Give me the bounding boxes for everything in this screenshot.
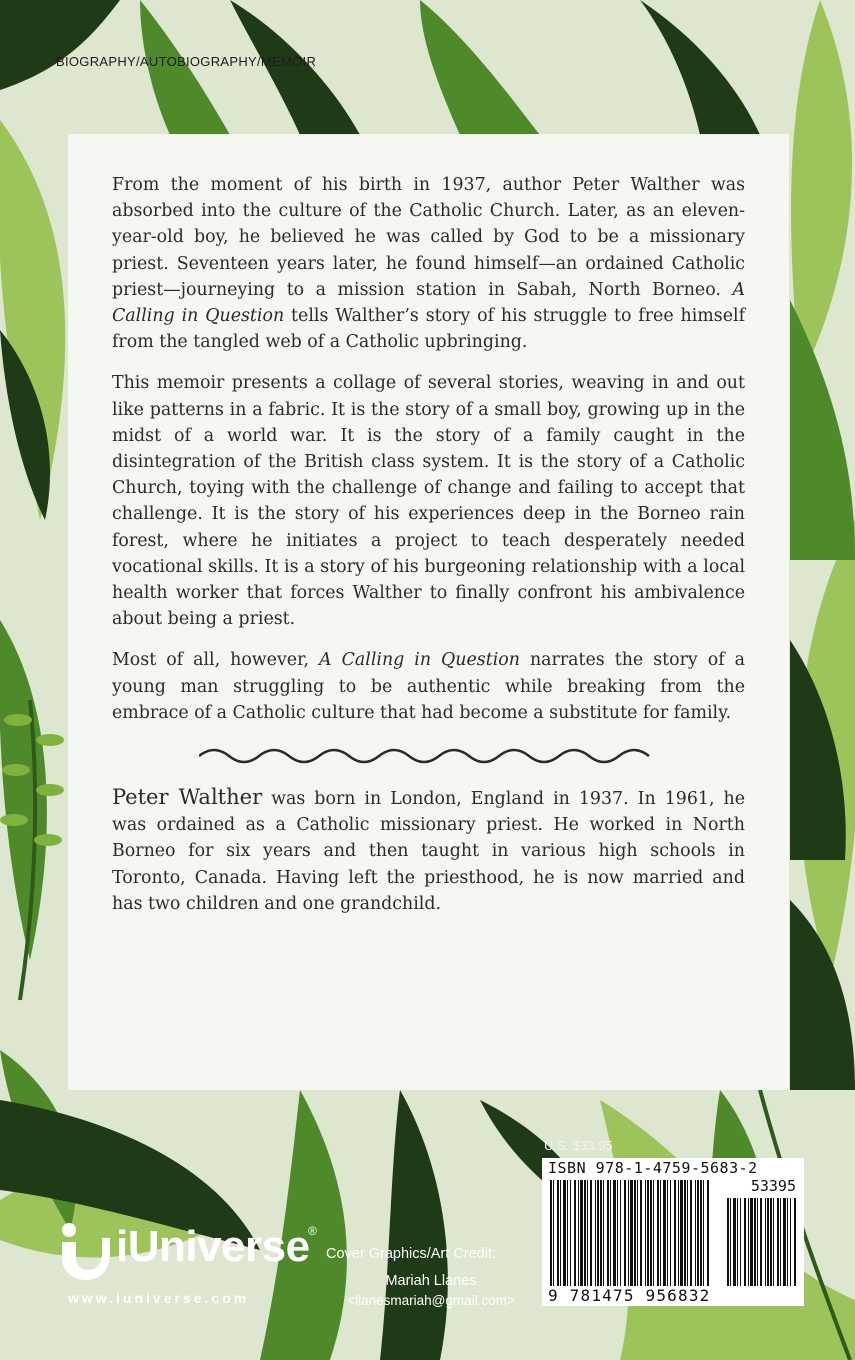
barcode-bar	[740, 1198, 741, 1286]
publisher-name: iUniverse	[116, 1222, 310, 1271]
barcode-bar	[695, 1180, 696, 1286]
book-title-italic: A Calling in Question	[319, 650, 520, 671]
barcode-bar	[667, 1180, 668, 1286]
registered-mark: ®	[308, 1224, 317, 1238]
blurb-p3-text-a: Most of all, however,	[112, 650, 320, 671]
book-title-italic: A Calling in Question	[112, 279, 745, 327]
genre-label: BIOGRAPHY/AUTOBIOGRAPHY/MEMOIR	[56, 54, 317, 69]
price-label: U.S. $33.95	[544, 1138, 613, 1153]
art-credit-label: Cover Graphics/Art Credit:	[326, 1246, 497, 1262]
barcode-bar	[687, 1180, 688, 1286]
barcode-bar	[730, 1198, 731, 1286]
barcode-bar	[607, 1180, 609, 1286]
barcode-bar	[678, 1180, 679, 1286]
blurb-p1-text-b: tells Walther’s story of his struggle to free himself from the tangled web of a Catholic upbringing.	[112, 306, 746, 353]
barcode-bar	[647, 1180, 649, 1286]
barcode-bar	[578, 1180, 579, 1286]
barcode-bar	[760, 1198, 762, 1286]
barcode-bar	[584, 1180, 586, 1286]
barcode-bar	[574, 1180, 576, 1286]
barcode-bar	[794, 1198, 796, 1286]
art-credit-name: Mariah Llanes	[385, 1273, 477, 1289]
barcode-bar	[634, 1180, 636, 1286]
barcode-bar	[663, 1180, 666, 1286]
barcode-bar	[790, 1198, 791, 1286]
barcode-bar	[653, 1180, 654, 1286]
blurb-panel	[68, 134, 789, 1090]
barcode-bar	[670, 1180, 671, 1286]
barcode-bar	[744, 1198, 746, 1286]
barcode-bar	[580, 1180, 583, 1286]
barcode-bar	[783, 1198, 786, 1286]
barcode-block	[542, 1158, 804, 1306]
barcode-bar	[765, 1198, 766, 1286]
barcode-bar	[754, 1198, 756, 1286]
barcode-bar	[620, 1180, 621, 1286]
barcode-bar	[640, 1180, 642, 1286]
barcode-bar	[557, 1180, 559, 1286]
barcode-bar	[590, 1180, 592, 1286]
author-bio-text: was born in London, England in 1937. In 1961, he was ordained as a Catholic missionary priest. He worked in North Borneo for six years and then taught in various high schools in Toronto, Canada. Having left the priesthood, he is now married and has two children and one grandchild.	[112, 789, 745, 914]
barcode-bar	[700, 1180, 702, 1286]
blurb-paragraph-2: This memoir presents a collage of several stories, weaving in and out like patterns in a fabric. It is the story of a small boy, growing up in the midst of a world war. It is the story of a family caught in the disintegration of the British class system. It is the story of a Catholic Church, toying with the challenge of change and failing to accept that challenge. It is the story of his experiences deep in the Borneo rain forest, where he initiates a project to teach desperately needed vocational skills. It is a story of his burgeoning relationship with a local health worker that forces Walther to finally confront his ambivalence about being a priest.	[112, 373, 745, 630]
barcode-bar	[684, 1180, 686, 1286]
author-bio	[112, 784, 745, 917]
barcode-bar	[680, 1180, 683, 1286]
barcode-bar	[773, 1198, 774, 1286]
barcode-bar	[645, 1180, 646, 1286]
ean-barcode	[542, 1158, 804, 1306]
barcode-bar	[657, 1180, 659, 1286]
barcode-bar	[727, 1198, 729, 1286]
blurb-p1-text-a: From the moment of his birth in 1937, author Peter Walther was absorbed into the culture of the Catholic Church. Later, as an eleven-year-old boy, he believed he was called by God to be a missionary priest. Seventeen years later, he found himself—an ordained Catholic priest—journeying to a mission station in Sabah, North Borneo.	[112, 175, 745, 300]
publisher-url: www.iuniverse.com	[68, 1290, 250, 1306]
barcode-bar	[787, 1198, 788, 1286]
barcode-bar	[737, 1198, 738, 1286]
barcode-bar	[748, 1198, 749, 1286]
barcode-bar	[707, 1180, 709, 1286]
barcode-bar	[650, 1180, 652, 1286]
barcode-bar	[600, 1180, 602, 1286]
barcode-bar	[560, 1180, 561, 1286]
art-credit	[326, 1244, 536, 1311]
ean-digits: 9 781475 956832	[548, 1286, 711, 1305]
blurb-p3-text-b: narrates the story of a young man struggling to be authentic while breaking from the embrace of a Catholic culture that had become a substitute for family.	[112, 650, 746, 723]
barcode-bar	[767, 1198, 769, 1286]
barcode-bar	[628, 1180, 629, 1286]
barcode-bar	[750, 1198, 753, 1286]
barcode-bar	[780, 1198, 781, 1286]
barcode-bar	[690, 1180, 692, 1286]
barcode-bar	[660, 1180, 661, 1286]
barcode-bar	[733, 1198, 736, 1286]
barcode-bar	[770, 1198, 772, 1286]
publisher-logo	[56, 1222, 326, 1282]
isbn-label: ISBN 978-1-4759-5683-2	[548, 1159, 758, 1177]
barcode-bar	[553, 1180, 554, 1286]
barcode-bar	[563, 1180, 566, 1286]
barcode-bar	[630, 1180, 633, 1286]
barcode-bar	[597, 1180, 599, 1286]
barcode-bar	[757, 1198, 758, 1286]
art-credit-email: <llanesmariah@gmail.com>	[347, 1293, 515, 1308]
blurb-paragraph-3	[112, 647, 745, 726]
wavy-divider	[199, 748, 659, 764]
price-code: 53395	[750, 1177, 796, 1195]
author-name: Peter Walther	[112, 785, 263, 810]
barcode-bar	[703, 1180, 704, 1286]
barcode-bar	[613, 1180, 616, 1286]
barcode-bar	[617, 1180, 618, 1286]
barcode-bar	[567, 1180, 568, 1286]
barcode-bar	[587, 1180, 588, 1286]
iuniverse-mark-icon	[56, 1222, 110, 1280]
barcode-bar	[697, 1180, 699, 1286]
blurb-paragraph-1	[112, 172, 745, 355]
barcode-bar	[637, 1180, 638, 1286]
barcode-bar	[595, 1180, 596, 1286]
barcode-bar	[777, 1198, 779, 1286]
barcode-bar	[603, 1180, 604, 1286]
barcode-bar	[570, 1180, 571, 1286]
barcode-bar	[550, 1180, 552, 1286]
barcode-bar	[624, 1180, 626, 1286]
barcode-bar	[610, 1180, 611, 1286]
barcode-bar	[674, 1180, 676, 1286]
